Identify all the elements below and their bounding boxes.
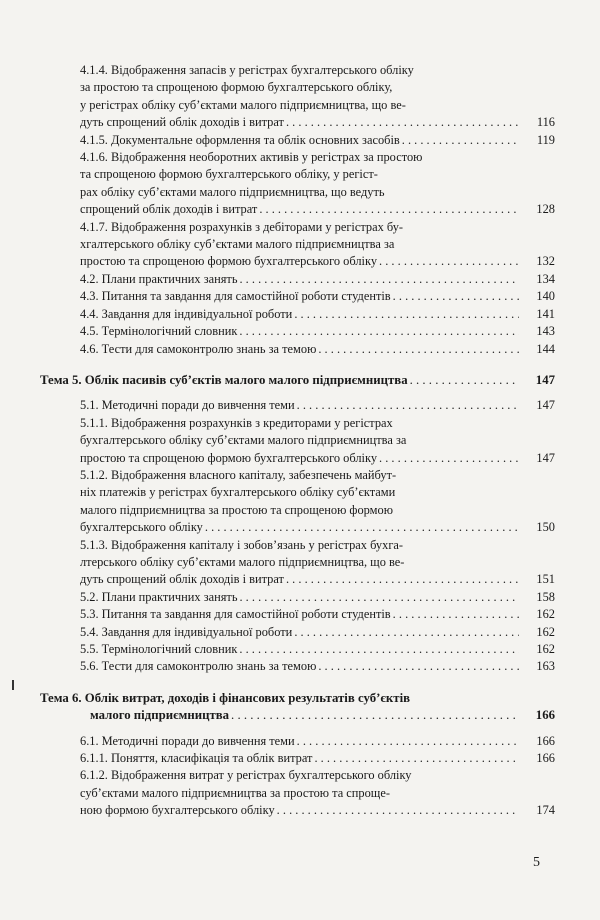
- toc-page-number: 150: [536, 520, 555, 535]
- toc-entry-line: 4.2. Плани практичних занять: [80, 271, 238, 286]
- toc-entry-line: ною формою бухгалтерського обліку: [80, 803, 275, 818]
- toc-entry-line: бухгалтерського обліку суб’єктами малого підприємництва за: [80, 433, 407, 448]
- toc-entry-line: рах обліку суб’єктами малого підприємництва, що ведуть: [80, 184, 385, 199]
- toc-entry-line: 4.4. Завдання для індивідуальної роботи: [80, 306, 293, 321]
- toc-entry-line: 5.1.1. Відображення розрахунків з кредиторами у регістрах: [80, 415, 393, 430]
- dot-leader: [294, 306, 519, 323]
- toc-entry-5-1-2: [40, 467, 555, 537]
- toc-page-number: 147: [535, 372, 555, 387]
- toc-entry-4-6: [40, 341, 555, 358]
- toc-entry-line: Тема 5. Облік пасивів суб’єктів малого малого підприємництва: [40, 372, 408, 387]
- toc-page-number: 141: [536, 306, 555, 321]
- toc-entry-line: 5.5. Термінологічний словник: [80, 642, 238, 656]
- toc-page-number: 128: [536, 202, 555, 217]
- toc-entry-line: 5.1.2. Відображення власного капіталу, забезпечень майбут-: [80, 467, 397, 482]
- toc-page-number: 143: [536, 324, 555, 339]
- toc-entry-5-4: [40, 624, 555, 641]
- dot-leader: [314, 750, 519, 767]
- dot-leader: [379, 253, 519, 270]
- toc-entry-line: спрощений облік доходів і витрат: [80, 202, 258, 217]
- toc-page-number: 174: [536, 803, 555, 818]
- toc-entry-line: 5.3. Питання та завдання для самостійної роботи студентів: [80, 607, 391, 622]
- toc-entry-line: у регістрах обліку суб’єктами малого підприємництва, що ве-: [80, 97, 406, 112]
- toc-chapter-6-heading: [40, 690, 555, 725]
- dot-leader: [205, 519, 519, 536]
- toc-page-number: 134: [536, 271, 555, 286]
- toc-entry-line: 5.1.3. Відображення капіталу і зобов’язань у регістрах бухга-: [80, 537, 404, 552]
- dot-leader: [259, 201, 519, 218]
- toc-entry-line: суб’єктами малого підприємництва за простою та спроще-: [80, 785, 390, 800]
- toc-entry-6-1: [40, 733, 555, 750]
- page-number: 5: [533, 855, 540, 870]
- toc-page-number: 163: [536, 659, 555, 674]
- toc-entry-5-6: [40, 658, 555, 675]
- toc-entry-4-1-7: [40, 219, 555, 271]
- toc-entry-line: 6.1.2. Відображення витрат у регістрах бухгалтерського обліку: [80, 768, 412, 783]
- dot-leader: [318, 341, 519, 358]
- toc-entry-line: Тема 6. Облік витрат, доходів і фінансових результатів суб’єктів: [40, 690, 411, 705]
- dot-leader: [402, 132, 519, 149]
- toc-entry-6-1-1: [40, 750, 555, 767]
- toc-entry-5-5: [40, 641, 555, 658]
- dot-leader: [297, 397, 519, 414]
- dot-leader: [393, 606, 519, 623]
- toc-entry-6-1-2: [40, 767, 555, 819]
- toc-page-number: 162: [536, 624, 555, 639]
- toc-entry-4-1-5: [40, 132, 555, 149]
- toc-entry-line: малого підприємництва: [90, 708, 230, 723]
- toc-page-number: 166: [536, 733, 555, 748]
- dot-leader: [239, 323, 519, 340]
- dot-leader: [393, 288, 519, 305]
- toc-page-number: 140: [536, 289, 555, 304]
- toc-entry-line: та спрощеною формою бухгалтерського обліку, у регіст-: [80, 167, 378, 182]
- toc-entry-line: бухгалтерського обліку: [80, 520, 203, 535]
- dot-leader: [379, 450, 519, 467]
- dot-leader: [410, 372, 519, 389]
- dot-leader: [239, 641, 519, 658]
- dot-leader: [286, 114, 519, 131]
- toc-entry-5-1-3: [40, 537, 555, 589]
- dot-leader: [318, 658, 519, 675]
- toc-entry-5-1: [40, 397, 555, 414]
- toc-entry-4-4: [40, 306, 555, 323]
- toc-entry-line: простою та спрощеною формою бухгалтерського обліку: [80, 254, 378, 269]
- toc-entry-4-2: [40, 271, 555, 288]
- toc-page-number: 119: [536, 132, 555, 147]
- toc-page-number: 166: [535, 708, 555, 723]
- toc-entry-line: лтерського обліку суб’єктами малого підприємництва, що ве-: [80, 554, 405, 569]
- toc-entry-5-3: [40, 606, 555, 623]
- toc-entry-line: 4.1.5. Документальне оформлення та облік основних засобів: [80, 132, 400, 147]
- toc-entry-4-5: [40, 323, 555, 340]
- toc-entry-5-2: [40, 589, 555, 606]
- toc-entry-line: 4.5. Термінологічний словник: [80, 324, 238, 339]
- toc-entry-line: малого підприємництва за простою та спрощеною формою: [80, 502, 393, 517]
- toc-entry-line: простою та спрощеною формою бухгалтерського обліку: [80, 450, 378, 465]
- table-of-contents: [40, 62, 555, 820]
- toc-entry-line: 4.3. Питання та завдання для самостійної роботи студентів: [80, 289, 391, 304]
- toc-page-number: 144: [536, 341, 555, 356]
- toc-page-number: 166: [536, 751, 555, 766]
- dot-leader: [297, 733, 519, 750]
- toc-entry-4-1-6: [40, 149, 555, 219]
- dot-leader: [239, 589, 519, 606]
- dot-leader: [286, 571, 519, 588]
- toc-entry-line: 5.2. Плани практичних занять: [80, 589, 238, 604]
- dot-leader: [277, 802, 519, 819]
- toc-page-number: 158: [536, 589, 555, 604]
- toc-entry-line: ніх платежів у регістрах бухгалтерського обліку суб’єктами: [80, 485, 396, 500]
- dot-leader: [239, 271, 519, 288]
- toc-chapter-5-heading: [40, 372, 555, 389]
- dot-leader: [294, 624, 519, 641]
- toc-entry-line: 6.1.1. Поняття, класифікація та облік витрат: [80, 751, 313, 766]
- toc-entry-line: 5.4. Завдання для індивідуальної роботи: [80, 624, 293, 639]
- toc-page-number: 162: [536, 607, 555, 622]
- toc-entry-line: 4.1.6. Відображення необоротних активів у регістрах за простою: [80, 150, 423, 165]
- toc-page-number: 147: [536, 398, 555, 413]
- toc-entry-line: 5.1. Методичні поради до вивчення теми: [80, 398, 295, 413]
- toc-entry-line: 6.1. Методичні поради до вивчення теми: [80, 733, 295, 748]
- toc-page-number: 151: [536, 572, 555, 587]
- toc-entry-line: 4.6. Тести для самоконтролю знань за темою: [80, 341, 317, 356]
- toc-page-number: 116: [536, 115, 555, 130]
- toc-entry-line: дуть спрощений облік доходів і витрат: [80, 115, 284, 130]
- toc-entry-line: 4.1.4. Відображення запасів у регістрах бухгалтерського обліку: [80, 63, 414, 77]
- toc-page-number: 147: [536, 450, 555, 465]
- toc-entry-line: 4.1.7. Відображення розрахунків з дебіторами у регістрах бу-: [80, 219, 404, 234]
- dot-leader: [231, 707, 519, 724]
- toc-entry-line: дуть спрощений облік доходів і витрат: [80, 572, 284, 587]
- toc-entry-4-3: [40, 288, 555, 305]
- toc-page-number: 132: [536, 254, 555, 269]
- toc-entry-line: хгалтерського обліку суб’єктами малого підприємництва за: [80, 237, 395, 252]
- toc-page-number: 162: [536, 642, 555, 656]
- toc-entry-line: за простою та спрощеною формою бухгалтерського обліку,: [80, 80, 393, 95]
- toc-entry-4-1-4: [40, 62, 555, 132]
- toc-entry-line: 5.6. Тести для самоконтролю знань за темою: [80, 659, 317, 674]
- toc-entry-5-1-1: [40, 415, 555, 467]
- binding-mark: [12, 680, 14, 690]
